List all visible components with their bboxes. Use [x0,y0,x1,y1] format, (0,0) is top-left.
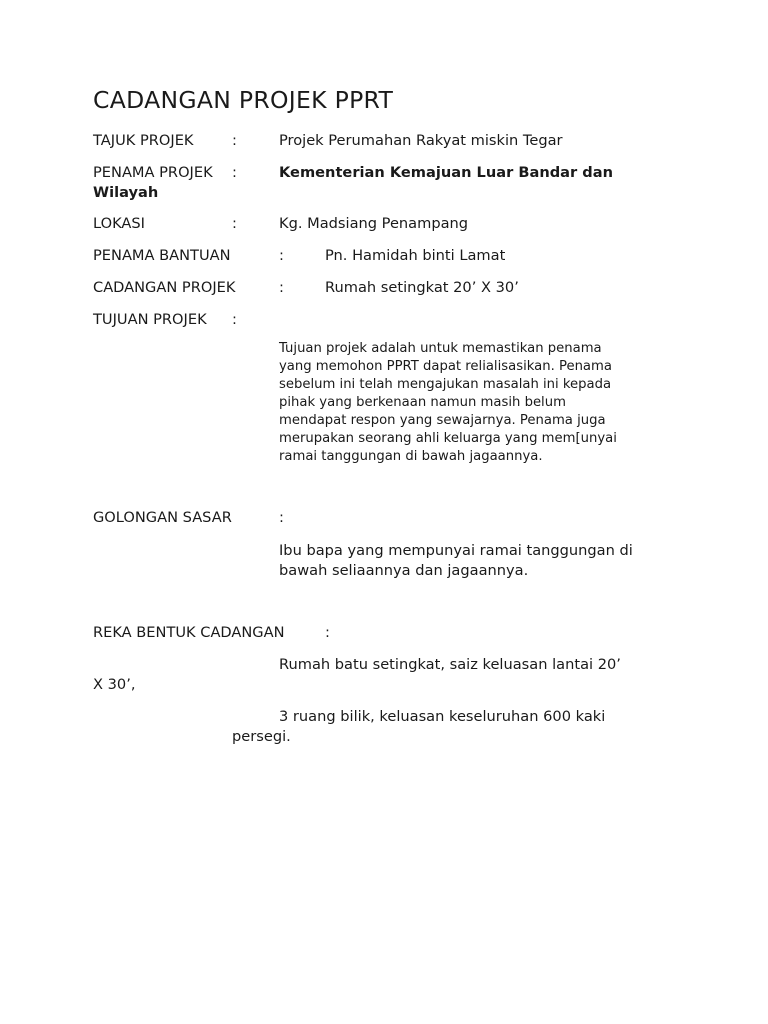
field-value-tajuk-projek: Projek Perumahan Rakyat miskin Tegar [279,132,563,149]
field-value-penama-bantuan: Pn. Hamidah binti Lamat [325,247,506,264]
paragraph-line: yang memohon PPRT dapat relialisasikan. Penama [279,359,612,374]
field-colon: : [325,624,330,641]
field-colon: : [232,132,237,149]
field-label-tujuan-projek: TUJUAN PROJEK [93,311,207,328]
field-value-lokasi: Kg. Madsiang Penampang [279,215,469,232]
field-label-cadangan-projek: CADANGAN PROJEK [93,279,236,296]
paragraph-line: bawah seliaannya dan jagaannya. [279,562,529,579]
field-label-penama-bantuan: PENAMA BANTUAN [93,247,231,264]
paragraph-line: sebelum ini telah mengajukan masalah ini kepada [279,377,612,392]
paragraph-line: merupakan seorang ahli keluarga yang mem[unyai [279,431,617,446]
paragraph-line: pihak yang berkenaan namun masih belum [279,395,566,410]
golongan-paragraph [279,541,679,581]
reka-bentuk-item-1-continued: X 30’, [93,676,136,693]
field-value-cadangan-projek: Rumah setingkat 20’ X 30’ [325,279,519,296]
field-colon: : [232,311,237,328]
field-colon: : [279,279,284,296]
field-label-reka-bentuk: REKA BENTUK CADANGAN [93,624,285,641]
field-label-golongan-sasar: GOLONGAN SASAR [93,509,232,526]
field-value-penama-projek-continued: Wilayah [93,184,159,201]
tujuan-paragraph [279,340,658,466]
paragraph-line: Tujuan projek adalah untuk memastikan penama [279,341,602,356]
field-colon: : [232,164,237,181]
paragraph-line: mendapat respon yang sewajarnya. Penama juga [279,413,606,428]
field-colon: : [232,215,237,232]
paragraph-line: ramai tanggungan di bawah jagaannya. [279,449,543,464]
paragraph-line: Ibu bapa yang mempunyai ramai tanggungan di [279,542,633,559]
field-label-lokasi: LOKASI [93,215,145,232]
reka-bentuk-item-2: 3 ruang bilik, keluasan keseluruhan 600 kaki [279,708,606,725]
field-label-penama-projek: PENAMA PROJEK [93,164,213,181]
field-label-tajuk-projek: TAJUK PROJEK [93,132,194,149]
field-colon: : [279,509,284,526]
field-colon: : [279,247,284,264]
field-value-penama-projek: Kementerian Kemajuan Luar Bandar dan [279,164,613,181]
reka-bentuk-item-2-continued: persegi. [232,728,291,745]
reka-bentuk-item-1: Rumah batu setingkat, saiz keluasan lantai 20’ [279,656,621,673]
document-title: CADANGAN PROJEK PPRT [93,86,394,114]
